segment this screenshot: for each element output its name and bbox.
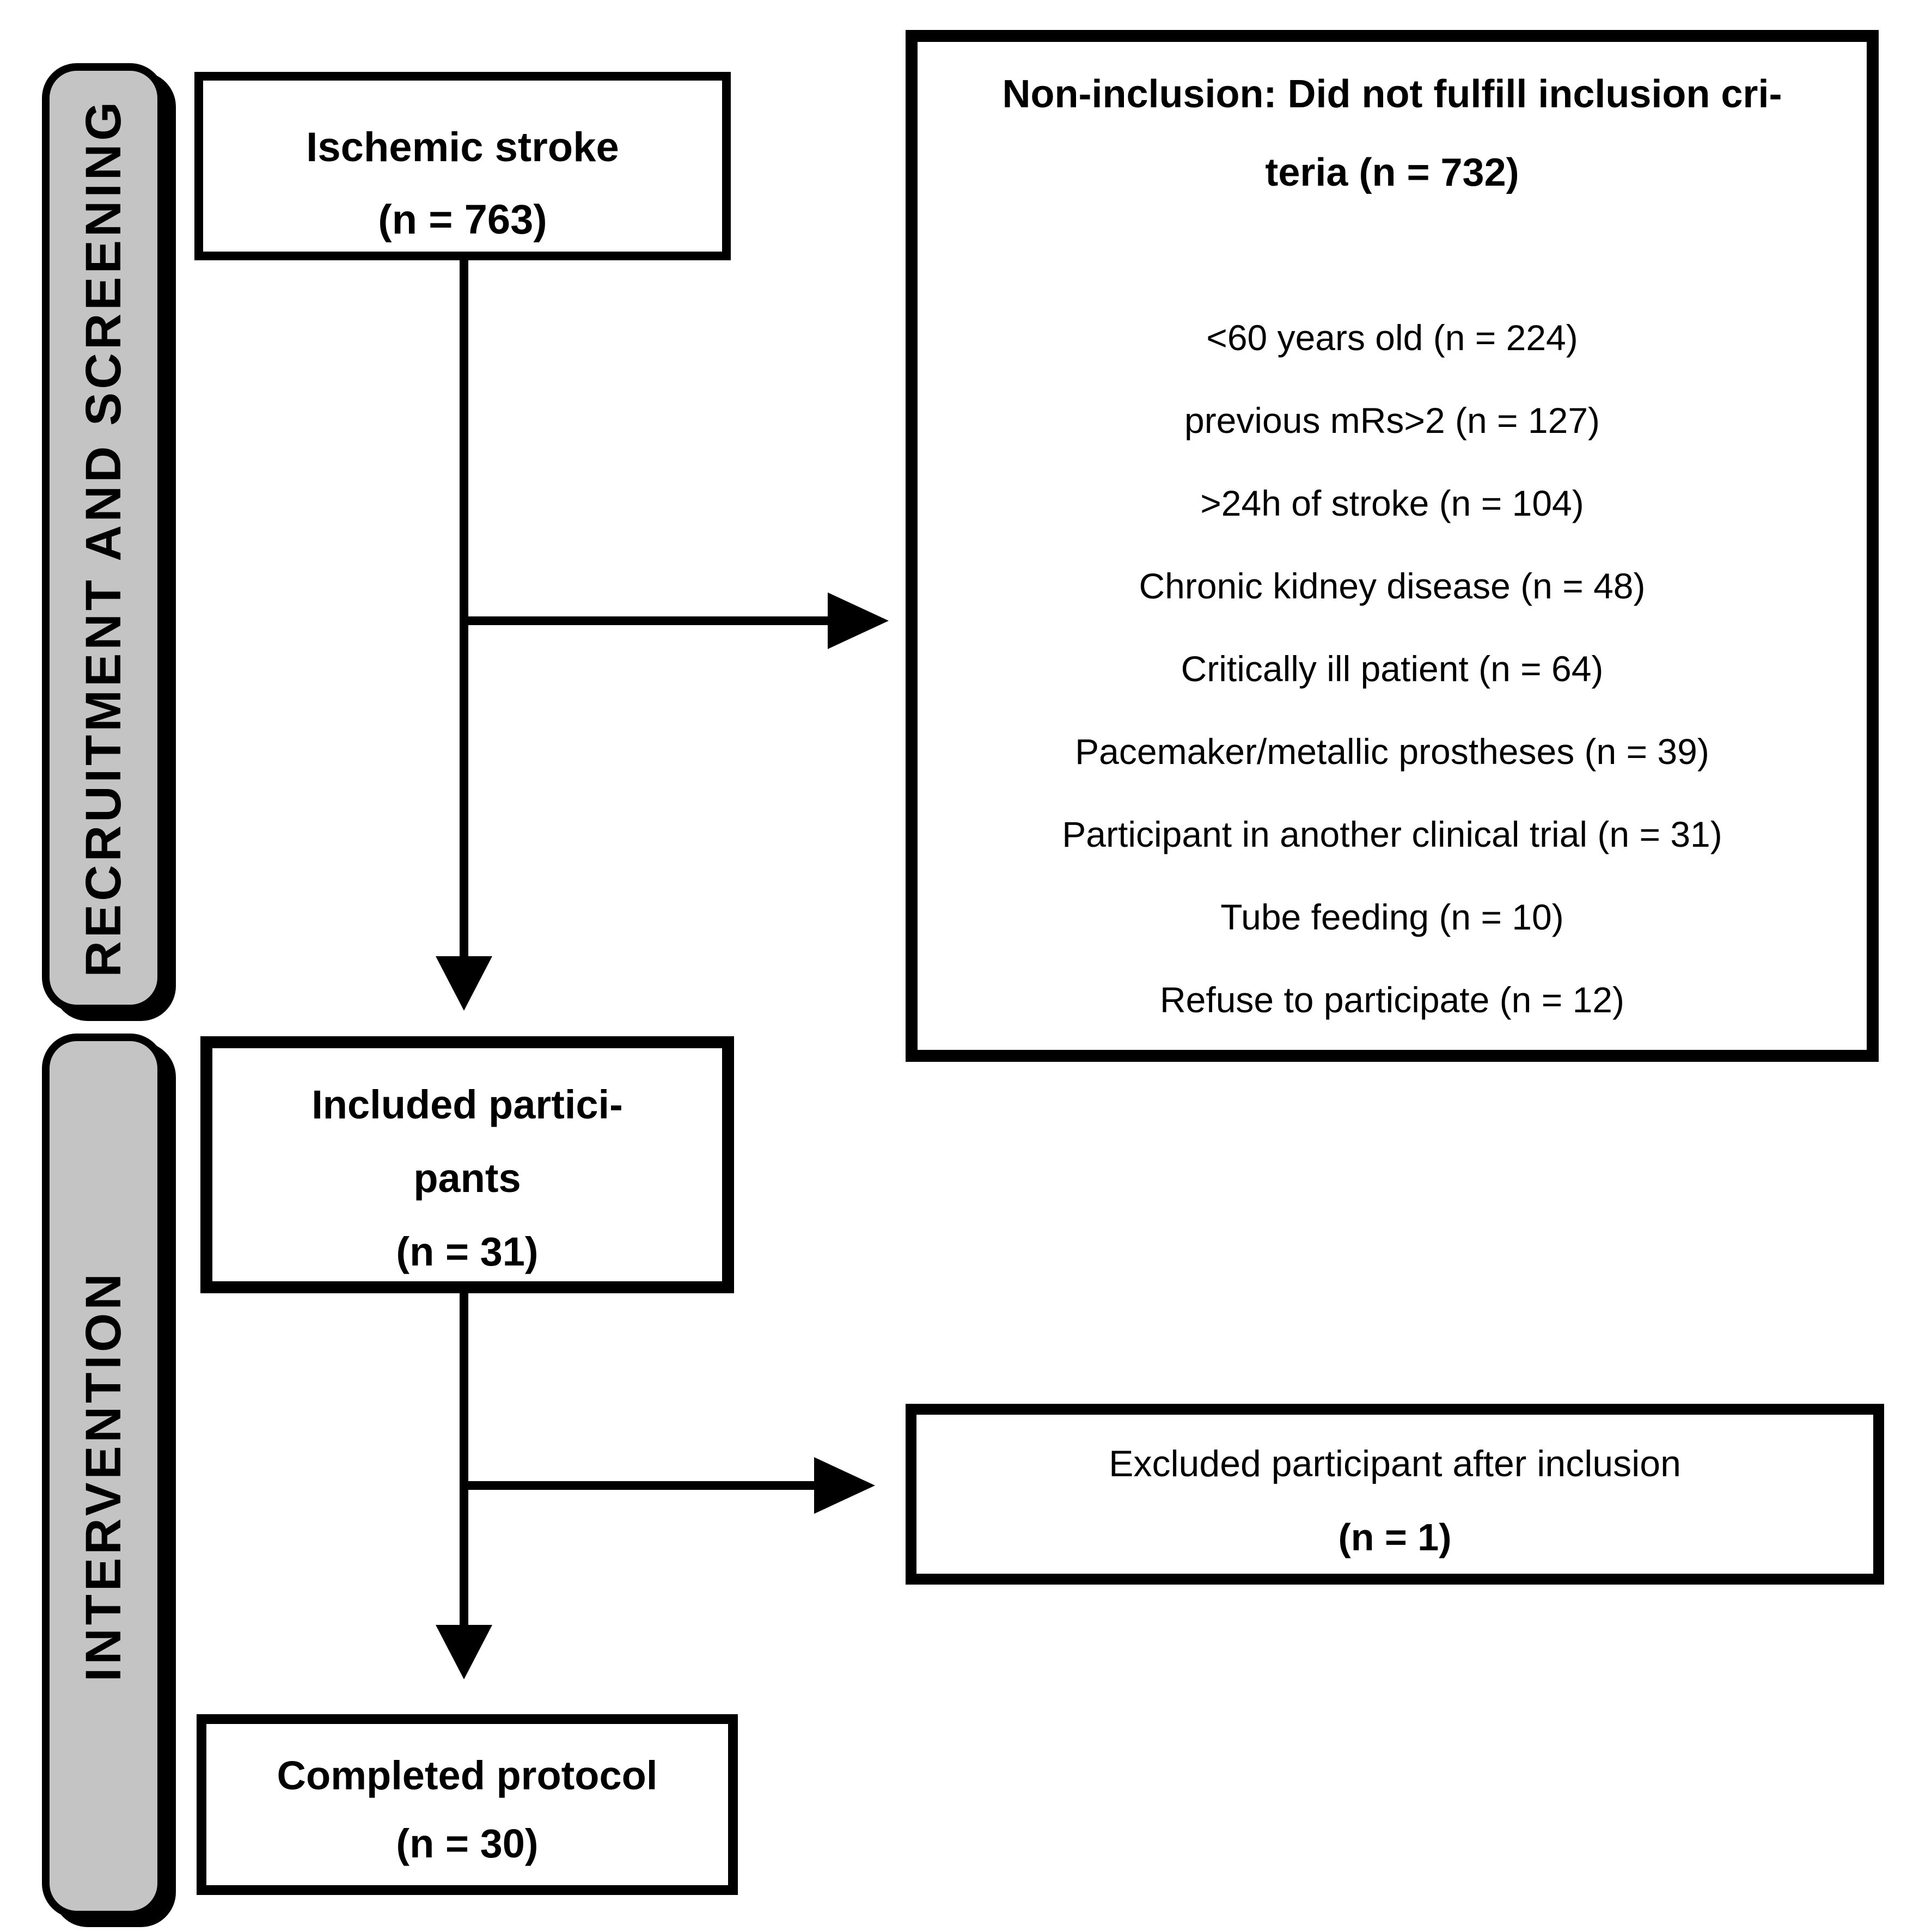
non-inclusion-title xyxy=(918,42,1867,212)
arrow-down-intervention-head xyxy=(436,1625,492,1679)
non-inclusion-item: Tube feeding (n = 10) xyxy=(1220,897,1564,937)
box-completed-protocol xyxy=(197,1714,738,1895)
non-inclusion-title-line1: Non-inclusion: Did not fulfill inclusion cri- xyxy=(1002,72,1782,116)
non-inclusion-item: Refuse to participate (n = 12) xyxy=(1160,980,1624,1020)
completed-protocol-count: (n = 30) xyxy=(396,1821,539,1866)
section-label-intervention: INTERVENTION xyxy=(75,1270,131,1682)
non-inclusion-item: Chronic kidney disease (n = 48) xyxy=(1139,566,1646,606)
non-inclusion-title-line2: teria (n = 732) xyxy=(1265,151,1519,194)
included-participants-count: (n = 31) xyxy=(396,1229,539,1274)
box-included-participants xyxy=(200,1036,734,1293)
included-participants-line1: Included partici- xyxy=(311,1082,623,1127)
completed-protocol-line1: Completed protocol xyxy=(277,1753,658,1798)
section-band-intervention xyxy=(42,1034,165,1918)
non-inclusion-item: Pacemaker/metallic prostheses (n = 39) xyxy=(1075,731,1709,772)
non-inclusion-item: Participant in another clinical trial (n = 31) xyxy=(1062,814,1722,854)
non-inclusion-item: previous mRs>2 (n = 127) xyxy=(1184,400,1600,441)
box-ischemic-stroke xyxy=(194,72,731,260)
section-label-recruitment-screening: RECRUITMENT AND SCREENING xyxy=(75,98,131,977)
ischemic-stroke-line1: Ischemic stroke xyxy=(306,124,619,170)
non-inclusion-item: Critically ill patient (n = 64) xyxy=(1181,649,1604,689)
non-inclusion-list xyxy=(918,296,1867,1041)
ischemic-stroke-count: (n = 763) xyxy=(378,197,547,243)
included-participants-line2: pants xyxy=(413,1155,521,1201)
box-excluded-after-inclusion xyxy=(906,1404,1884,1585)
excluded-after-inclusion-count: (n = 1) xyxy=(1338,1516,1452,1558)
arrow-down-screening-head xyxy=(436,956,492,1011)
arrow-to-excluded-head xyxy=(814,1457,875,1514)
section-band-recruitment-screening xyxy=(42,63,165,1012)
arrow-to-non-inclusion-head xyxy=(828,592,889,649)
box-non-inclusion xyxy=(906,30,1879,1062)
excluded-after-inclusion-line1: Excluded participant after inclusion xyxy=(1109,1443,1681,1484)
non-inclusion-item: <60 years old (n = 224) xyxy=(1206,317,1578,358)
non-inclusion-item: >24h of stroke (n = 104) xyxy=(1200,483,1584,523)
